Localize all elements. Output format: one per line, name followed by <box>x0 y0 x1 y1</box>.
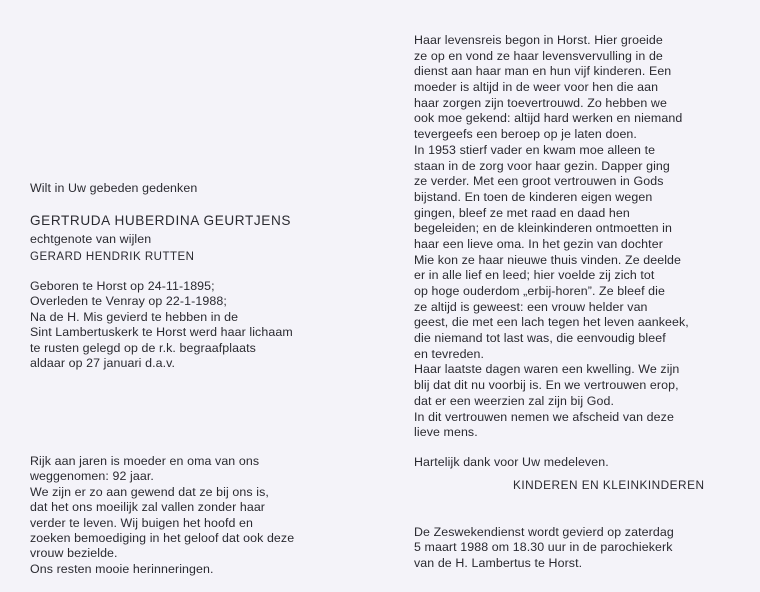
thanks-text: Hartelijk dank voor Uw medeleven. <box>414 455 609 469</box>
biography-line: Haar laatste dagen waren een kwelling. We zijn <box>414 362 680 377</box>
biography-line: en tevreden. <box>414 346 485 361</box>
biography <box>414 33 689 441</box>
biography-line: er in alle lief en leed; hier voelde zij zich tot <box>414 268 655 283</box>
children-message-line: vrouw bezielde. <box>30 546 118 561</box>
spouse-intro <box>30 232 151 247</box>
biography-line: dat er een weerzien zal zijn bij God. <box>414 393 614 408</box>
spouse-name-text: GERARD HENDRIK RUTTEN <box>30 251 195 263</box>
prayer-request-text: Wilt in Uw gebeden gedenken <box>30 181 198 195</box>
life-dates-line: Geboren te Horst op 24-11-1895; <box>30 279 215 293</box>
deceased-name-text: GERTRUDA HUBERDINA GEURTJENS <box>30 213 292 228</box>
biography-line: gingen, bleef ze met raad en daad hen <box>414 205 630 220</box>
thanks-message <box>414 455 609 470</box>
biography-line: In 1953 stierf vader en kwam moe alleen te <box>414 142 656 157</box>
mass-notice-line: De Zeswekendienst wordt gevierd op zaterdag <box>414 525 674 539</box>
biography-line: die niemand tot last was, die eenvoudig bleef <box>414 331 666 346</box>
biography-line: staan in de zorg voor haar gezin. Dapper ging <box>414 158 670 173</box>
mass-notice <box>414 525 674 571</box>
children-message-line: dat het ons moeilijk zal vallen zonder haar <box>30 500 266 515</box>
life-dates-line: Na de H. Mis gevierd te hebben in de <box>30 309 239 324</box>
biography-line: begeleiden; en de kleinkinderen ontmoetten in <box>414 221 673 236</box>
spouse-intro-text: echtgenote van wijlen <box>30 232 152 246</box>
biography-line: blij dat dit nu voorbij is. En we vertrouwen erop, <box>414 378 679 393</box>
mass-notice-line: van de H. Lambertus te Horst. <box>414 555 583 570</box>
biography-line: ze verder. Met een groot vertrouwen in Gods <box>414 174 664 189</box>
biography-line: lieve mens. <box>414 425 478 440</box>
biography-line: ze op en vond ze haar levensvervulling in de <box>414 48 663 63</box>
children-message-line: We zijn er zo aan gewend dat ze bij ons is, <box>30 484 269 499</box>
prayer-request <box>30 181 197 196</box>
biography-line: ook moe gekend: altijd hard werken en niemand <box>414 111 683 126</box>
deceased-name <box>30 212 291 227</box>
biography-line: dienst aan haar man en hun vijf kinderen. Een <box>414 64 672 79</box>
family-signature-text: KINDEREN EN KLEINKINDEREN <box>513 478 705 492</box>
biography-line: In dit vertrouwen nemen we afscheid van deze <box>414 409 674 424</box>
life-dates-line: aldaar op 27 januari d.a.v. <box>30 355 176 370</box>
biography-line: geest, die met een lach tegen het leven aankeek, <box>414 315 689 330</box>
life-dates <box>30 279 293 371</box>
children-message-line: Ons resten mooie herinneringen. <box>30 561 214 576</box>
biography-line: moeder is altijd in de weer voor hen die aan <box>414 80 659 95</box>
life-dates-line: Overleden te Venray op 22-1-1988; <box>30 294 227 309</box>
biography-line: Haar levensreis begon in Horst. Hier groeide <box>414 33 663 47</box>
children-message-line: zoeken bemoediging in het geloof dat ook deze <box>30 530 295 545</box>
biography-line: haar zorgen zijn toevertrouwd. Zo hebben we <box>414 95 667 110</box>
spouse-name <box>30 250 194 265</box>
life-dates-line: te rusten gelegd op de r.k. begraafplaats <box>30 340 256 355</box>
children-message-line: weggenomen: 92 jaar. <box>30 469 154 484</box>
biography-line: op hoge ouderdom „erbij-horen”. Ze bleef die <box>414 284 665 298</box>
biography-line: ze altijd is geweest: een vrouw helder van <box>414 299 648 314</box>
biography-line: bijstand. En toen de kinderen eigen wegen <box>414 189 653 204</box>
children-message <box>30 454 294 577</box>
mass-notice-line: 5 maart 1988 om 18.30 uur in de parochiekerk <box>414 540 673 555</box>
family-signature <box>513 478 704 493</box>
life-dates-line: Sint Lambertuskerk te Horst werd haar lichaam <box>30 325 293 340</box>
biography-line: Mie kon ze haar nieuwe thuis vinden. Ze deelde <box>414 252 682 267</box>
biography-line: haar een lieve oma. In het gezin van dochter <box>414 236 663 251</box>
children-message-line: verder te leven. Wij buigen het hoofd en <box>30 515 254 530</box>
children-message-line: Rijk aan jaren is moeder en oma van ons <box>30 454 260 468</box>
biography-line: tevergeefs een beroep op je laten doen. <box>414 127 637 142</box>
